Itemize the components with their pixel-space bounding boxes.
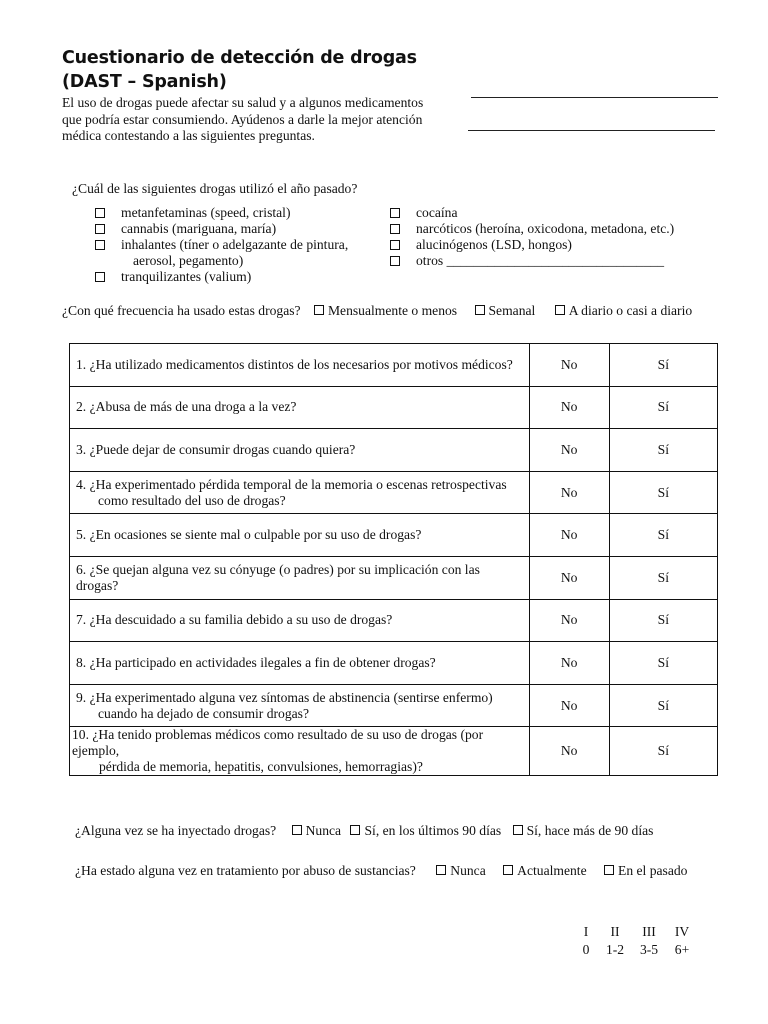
question-text-cell <box>70 684 530 727</box>
dast-question-row <box>70 684 718 727</box>
checkbox[interactable] <box>513 825 523 835</box>
checkbox-drug-left-3[interactable] <box>95 272 105 282</box>
answer-yes-cell[interactable]: Sí <box>609 514 717 557</box>
treatment-option[interactable]: Actualmente <box>503 863 586 878</box>
dast-question-row <box>70 344 718 387</box>
question-text: 6. ¿Se quejan alguna vez su cónyuge (o padres) por su implicación con las drogas? <box>76 561 480 593</box>
treatment-option[interactable]: En el pasado <box>604 863 687 878</box>
scale-column <box>576 923 596 959</box>
answer-yes-cell[interactable]: Sí <box>609 429 717 472</box>
answer-no-cell[interactable]: No <box>529 556 609 599</box>
scale-level: I <box>583 924 589 939</box>
treatment-row <box>75 863 687 879</box>
injected-option[interactable]: Sí, en los últimos 90 días <box>350 823 501 838</box>
dast-question-row <box>70 556 718 599</box>
dast-questions-table <box>69 343 718 776</box>
scale-level: IV <box>674 924 690 939</box>
checkbox[interactable] <box>314 305 324 315</box>
drug-option-label: alucinógenos (LSD, hongos) <box>416 237 572 252</box>
answer-yes-cell[interactable]: Sí <box>609 684 717 727</box>
question-text-cell <box>70 386 530 429</box>
checkbox-drug-right-1[interactable] <box>390 224 400 234</box>
checkbox[interactable] <box>350 825 360 835</box>
answer-yes-cell[interactable]: Sí <box>609 386 717 429</box>
question-text-cell <box>70 642 530 685</box>
checkbox[interactable] <box>604 865 614 875</box>
dast-question-row <box>70 599 718 642</box>
checkbox-drug-right-3[interactable] <box>390 256 400 266</box>
treatment-question: ¿Ha estado alguna vez en tratamiento por abuso de sustancias? <box>75 863 416 878</box>
answer-no-cell[interactable]: No <box>529 727 609 776</box>
checkbox-drug-left-2[interactable] <box>95 240 105 250</box>
question-text: 10. ¿Ha tenido problemas médicos como resultado de su uso de drogas (por ejemplo, <box>72 727 484 759</box>
scale-range: 0 <box>582 942 590 957</box>
drug-option-label: narcóticos (heroína, oxicodona, metadona, etc.) <box>416 221 675 236</box>
title-line-2: (DAST – Spanish) <box>62 72 227 92</box>
dast-question-row <box>70 386 718 429</box>
answer-no-cell[interactable]: No <box>529 684 609 727</box>
frequency-option[interactable]: Semanal <box>475 303 536 318</box>
question-text-cell <box>70 556 530 599</box>
treatment-option[interactable]: Nunca <box>436 863 485 878</box>
answer-no-cell[interactable]: No <box>529 599 609 642</box>
checkbox[interactable] <box>503 865 513 875</box>
answer-yes-cell[interactable]: Sí <box>609 471 717 514</box>
answer-no-cell[interactable]: No <box>529 344 609 387</box>
question-text-continuation: cuando ha dejado de consumir drogas? <box>98 705 310 721</box>
question-text-cell <box>70 429 530 472</box>
dast-question-row <box>70 727 718 776</box>
answer-yes-cell[interactable]: Sí <box>609 344 717 387</box>
injected-option[interactable]: Nunca <box>292 823 341 838</box>
question-text-cell <box>70 727 530 776</box>
checkbox-drug-right-0[interactable] <box>390 208 400 218</box>
frequency-row <box>62 303 692 319</box>
drugs-question: ¿Cuál de las siguientes drogas utilizó el año pasado? <box>72 181 358 196</box>
question-text: 2. ¿Abusa de más de una droga a la vez? <box>76 399 297 415</box>
answer-yes-cell[interactable]: Sí <box>609 599 717 642</box>
drug-option-label: cannabis (mariguana, maría) <box>121 221 277 236</box>
answer-yes-cell[interactable]: Sí <box>609 556 717 599</box>
scale-range: 3-5 <box>639 942 659 957</box>
drug-option-label-continuation: aerosol, pegamento) <box>133 253 244 268</box>
question-text: 8. ¿Ha participado en actividades ilegales a fin de obtener drogas? <box>76 654 436 670</box>
scale-column <box>634 923 664 959</box>
injected-option[interactable]: Sí, hace más de 90 días <box>513 823 654 838</box>
question-text-continuation: pérdida de memoria, hepatitis, convulsiones, hemorragias)? <box>99 759 423 775</box>
question-text-cell <box>70 344 530 387</box>
scale-level: II <box>610 924 620 939</box>
dast-question-row <box>70 429 718 472</box>
question-text-cell <box>70 514 530 557</box>
question-text: 4. ¿Ha experimentado pérdida temporal de la memoria o escenas retrospectivas <box>76 476 507 492</box>
scale-range: 1-2 <box>605 942 625 957</box>
scale-range: 6+ <box>674 942 690 957</box>
frequency-question: ¿Con qué frecuencia ha usado estas drogas? <box>62 303 301 318</box>
frequency-option[interactable]: Mensualmente o menos <box>314 303 457 318</box>
question-text-cell <box>70 599 530 642</box>
checkbox[interactable] <box>555 305 565 315</box>
dast-question-row <box>70 642 718 685</box>
scale-level: III <box>642 924 656 939</box>
frequency-option[interactable]: A diario o casi a diario <box>555 303 692 318</box>
checkbox-drug-left-1[interactable] <box>95 224 105 234</box>
question-text: 5. ¿En ocasiones se siente mal o culpable por su uso de drogas? <box>76 527 422 543</box>
dast-question-row <box>70 471 718 514</box>
injected-row <box>75 823 653 839</box>
patient-name-line[interactable] <box>471 97 718 98</box>
question-text: 1. ¿Ha utilizado medicamentos distintos de los necesarios por motivos médicos? <box>76 356 513 372</box>
question-text: 9. ¿Ha experimentado alguna vez síntomas de abstinencia (sentirse enfermo) <box>76 689 493 705</box>
answer-no-cell[interactable]: No <box>529 514 609 557</box>
question-text: 3. ¿Puede dejar de consumir drogas cuando quiera? <box>76 441 356 457</box>
injected-question: ¿Alguna vez se ha inyectado drogas? <box>75 823 277 838</box>
scale-column <box>602 923 628 959</box>
question-text: 7. ¿Ha descuidado a su familia debido a su uso de drogas? <box>76 612 393 628</box>
answer-no-cell[interactable]: No <box>529 386 609 429</box>
drug-option-label: metanfetaminas (speed, cristal) <box>121 205 291 220</box>
drug-option-label: cocaína <box>416 205 458 220</box>
intro-text: El uso de drogas puede afectar su salud y a algunos medicamentos que podría estar consumiendo. Ayúdenos a darle la mejor atención médica contestando a las siguientes preguntas. <box>62 95 424 143</box>
checkbox-drug-right-2[interactable] <box>390 240 400 250</box>
answer-no-cell[interactable]: No <box>529 471 609 514</box>
drug-option-label: tranquilizantes (valium) <box>121 269 252 284</box>
answer-no-cell[interactable]: No <box>529 642 609 685</box>
scale-column <box>670 923 694 959</box>
dast-question-row <box>70 514 718 557</box>
checkbox[interactable] <box>292 825 302 835</box>
drug-option-label: otros ________________________________ <box>416 253 665 268</box>
page-title <box>62 46 417 94</box>
checkbox[interactable] <box>475 305 485 315</box>
answer-yes-cell[interactable]: Sí <box>609 727 717 776</box>
checkbox-drug-left-0[interactable] <box>95 208 105 218</box>
answer-yes-cell[interactable]: Sí <box>609 642 717 685</box>
question-text-cell <box>70 471 530 514</box>
drug-option-label: inhalantes (tíner o adelgazante de pintura, <box>121 237 349 252</box>
checkbox[interactable] <box>436 865 446 875</box>
question-text-continuation: como resultado del uso de drogas? <box>98 492 286 508</box>
patient-id-line[interactable] <box>468 130 715 131</box>
answer-no-cell[interactable]: No <box>529 429 609 472</box>
title-line-1: Cuestionario de detección de drogas <box>62 48 417 68</box>
